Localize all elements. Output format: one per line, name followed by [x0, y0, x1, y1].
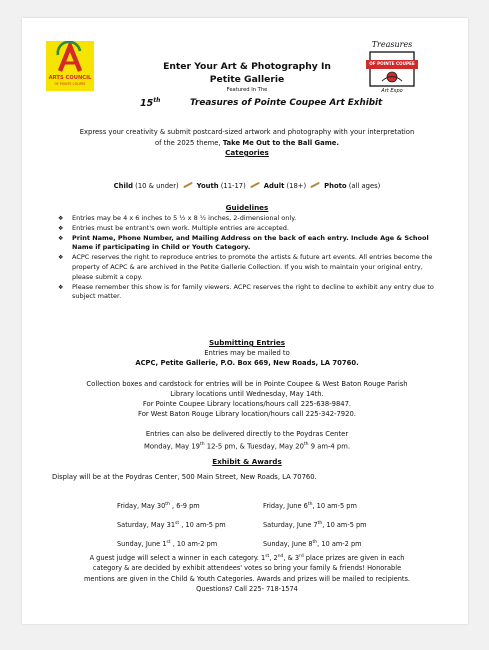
guideline-text: Entries may be 4 x 6 inches to 5 ½ x 8 ½ inches, 2-dimensional only.: [72, 214, 297, 222]
category-photo: Photo: [324, 182, 347, 190]
d2-c: 9 am-4 pm.: [308, 441, 351, 450]
edition-num: 15: [140, 98, 154, 110]
brush-icon: [250, 182, 260, 188]
footer-line1: [57, 552, 437, 563]
category-youth-ages: (11-17): [218, 182, 246, 190]
d2-a: Monday, May 19: [143, 441, 200, 450]
date-right: [263, 515, 367, 534]
mail-line: Entries may be mailed to: [204, 349, 290, 358]
list-item: [58, 283, 438, 303]
spacer: [62, 419, 432, 429]
logo-right-banner: OF POINTE COUPEE: [369, 61, 415, 66]
date-hours: , 10 am-5 pm: [312, 502, 357, 511]
arts-council-a-icon: [46, 41, 94, 75]
date-sup: th: [317, 521, 323, 527]
category-photo-ages: (all ages): [346, 182, 381, 190]
edition-number: [140, 97, 160, 109]
guideline-text: ACPC reserves the right to reproduce entries to promote the artists & future art events. All entries become the property of ACPC & are archived in the Petite Gallerie Collection. If you wish to maintain your original entry, please submit a copy.: [72, 253, 433, 281]
categories-list: [62, 182, 432, 190]
f1f: rd: [299, 554, 304, 559]
category-youth: Youth: [196, 182, 219, 190]
logo-right-top: Treasures: [371, 40, 413, 49]
exhibit-dates: [117, 496, 417, 554]
intro-line1: Express your creativity & submit postcard-sized artwork and photography with your interpretation: [79, 128, 415, 136]
exhibit-display-line: Display will be at the Poydras Center, 500 Main Street, New Roads, LA 70760.: [52, 473, 317, 481]
category-child: Child: [113, 182, 134, 190]
category-adult: Adult: [263, 182, 285, 190]
header-title: [142, 60, 352, 86]
guideline-text: Entries must be entrant's own work. Multiple entries are accepted.: [72, 223, 289, 232]
brush-icon: [183, 182, 193, 188]
category-adult-ages: (18+): [284, 182, 307, 190]
date-row: [117, 515, 417, 534]
date-hours: , 10 am-2 pm: [170, 540, 218, 549]
categories-heading: Categories: [225, 148, 269, 157]
footer-line3: mentions are given in the Child & Youth Categories. Awards and prizes will be mailed to recipients.: [84, 574, 410, 583]
logo-left-subtext: OF POINTE COUPEE: [54, 82, 86, 86]
brush-icon: [310, 182, 320, 188]
date-right: [263, 496, 357, 515]
flyer-page: [22, 18, 468, 624]
logo-right-bottom: Art Expo: [381, 88, 403, 94]
date-text: Friday, June 6: [263, 502, 308, 511]
d2-sup2: th: [303, 441, 309, 447]
mail-address: ACPC, Petite Gallerie, P.O. Box 669, New Roads, LA 70760.: [135, 359, 359, 368]
featured-in-text: Featured In The: [226, 87, 268, 93]
date-hours: , 10 am-2 pm: [317, 540, 362, 549]
date-text: Saturday, May 31: [117, 521, 176, 530]
list-item: [58, 234, 438, 254]
deliver-line2: [62, 440, 432, 451]
date-row: [117, 534, 417, 553]
arts-council-logo: [46, 41, 94, 91]
edition-sup: th: [153, 97, 161, 104]
date-hours: , 6-9 pm: [169, 502, 200, 511]
date-text: Sunday, June 8: [263, 540, 313, 549]
theme-text: Take Me Out to the Ball Game.: [222, 138, 339, 147]
awards-footer: [57, 552, 437, 594]
intro-line2-text: of the 2025 theme,: [155, 138, 223, 147]
date-left: [117, 515, 263, 534]
diamond-bullet-icon: ❖: [58, 283, 64, 291]
d2-b: 12-5 pm, & Tuesday, May 20: [204, 441, 304, 450]
spacer: [62, 369, 432, 379]
guideline-text: Please remember this show is for family viewers. ACPC reserves the right to decline to exhibit any entry due to subject matter.: [72, 282, 434, 301]
wbr-library-line: For West Baton Rouge Library location/hours call 225-342-7920.: [138, 410, 356, 419]
guideline-text: Print Name, Phone Number, and Mailing Address on the back of each entry. Include Age & School Name if participating in Child or Youth Category.: [72, 233, 429, 252]
diamond-bullet-icon: ❖: [58, 224, 64, 232]
intro-line2: [62, 138, 432, 149]
list-item: [58, 224, 438, 234]
list-item: [58, 214, 438, 224]
submitting-heading: Submitting Entries: [208, 338, 286, 347]
date-sup: th: [307, 502, 313, 507]
guidelines-list: [58, 214, 438, 302]
date-row: [117, 496, 417, 515]
diamond-bullet-icon: ❖: [58, 215, 64, 222]
date-text: Saturday, June 7: [263, 521, 318, 530]
treasures-logo: [362, 40, 422, 95]
list-item: [58, 253, 438, 282]
deliver-line1: Entries can also be delivered directly to the Poydras Center: [145, 430, 349, 439]
diamond-bullet-icon: ❖: [58, 234, 64, 242]
date-text: Sunday, June 1: [117, 540, 167, 549]
date-right: [263, 534, 362, 553]
frame-icon: [362, 50, 422, 90]
d2-sup1: th: [199, 441, 205, 447]
date-hours: , 10 am-5 pm: [322, 521, 367, 530]
date-sup: th: [312, 540, 318, 546]
f1e: , & 3: [283, 554, 300, 563]
date-left: [117, 534, 263, 553]
boxes-line2: Library locations until Wednesday, May 14th.: [170, 389, 324, 398]
date-sup: st: [175, 521, 180, 527]
guidelines-heading: Guidelines: [225, 203, 269, 212]
date-text: Friday, May 30: [117, 502, 166, 511]
exhibit-heading: Exhibit & Awards: [212, 457, 282, 467]
date-left: [117, 496, 263, 515]
date-sup: st: [166, 540, 171, 546]
category-child-ages: (10 & under): [133, 182, 179, 190]
intro-text: [62, 127, 432, 159]
footer-line2: category & are decided by exhibit attendees' votes so bring your family & friends! Honorable: [92, 564, 402, 573]
f1b: st: [265, 554, 270, 559]
f1d: nd: [277, 554, 284, 559]
submitting-section: [62, 338, 432, 467]
footer-line4: Questions? Call 225- 718-1574: [196, 585, 298, 594]
exhibit-title: Treasures of Pointe Coupee Art Exhibit: [190, 98, 383, 108]
date-sup: th: [165, 502, 170, 507]
header-line1: Enter Your Art & Photography In: [163, 61, 331, 72]
f1g: place prizes are given in each: [303, 554, 405, 563]
header-line2: Petite Gallerie: [209, 74, 285, 85]
logo-left-text: ARTS COUNCIL: [48, 75, 92, 81]
f1c: , 2: [269, 554, 278, 563]
f1a: A guest judge will select a winner in each category. 1: [89, 554, 266, 563]
boxes-line1: Collection boxes and cardstock for entries will be in Pointe Coupee & West Baton Rouge Parish: [86, 379, 408, 388]
date-hours: , 10 am-5 pm: [179, 521, 226, 530]
pc-library-line: For Pointe Coupee Library locations/hours call 225-638-9847.: [142, 400, 352, 409]
diamond-bullet-icon: ❖: [58, 254, 64, 262]
